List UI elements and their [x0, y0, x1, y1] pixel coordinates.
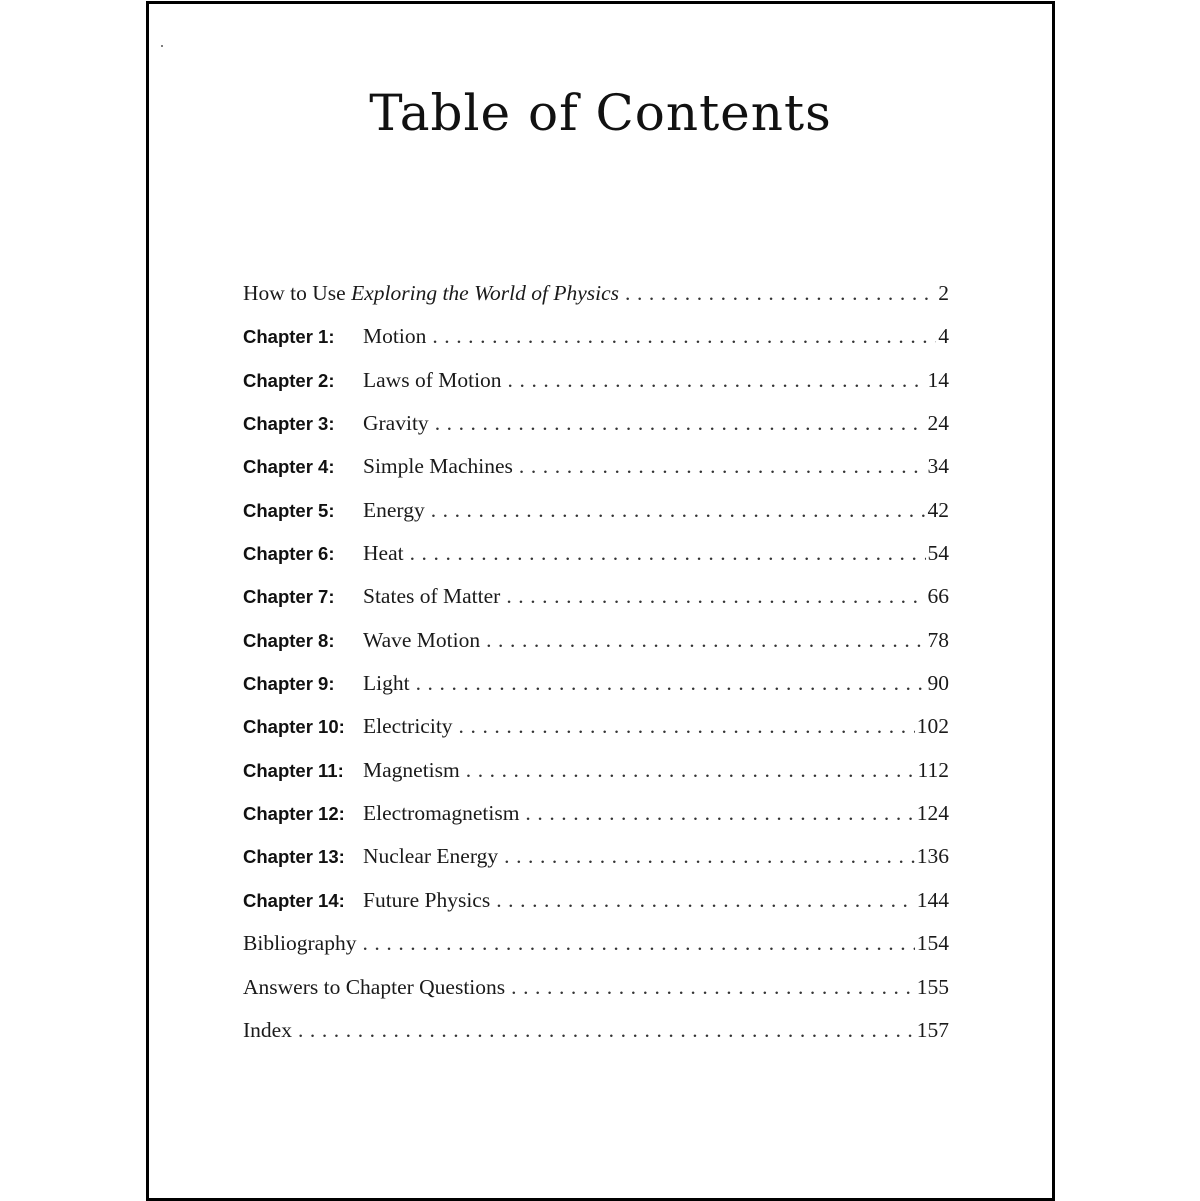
chapter-title: Heat	[363, 541, 404, 566]
toc-list	[243, 281, 949, 1061]
toc-page-number: 157	[916, 1017, 949, 1042]
toc-page-number: 66	[927, 584, 949, 609]
chapter-title: Electromagnetism	[363, 801, 520, 826]
toc-entry-chapter-3[interactable]	[243, 411, 949, 454]
chapter-label: Chapter 7:	[243, 586, 335, 608]
toc-entry-title	[243, 281, 625, 306]
chapter-label: Chapter 3:	[243, 413, 335, 435]
toc-entry-chapter-7[interactable]	[243, 584, 949, 627]
dot-leader	[504, 844, 915, 869]
dot-leader	[416, 671, 926, 696]
dot-leader	[519, 454, 926, 479]
dot-leader	[410, 541, 926, 566]
dot-leader	[431, 498, 926, 523]
toc-page-number: 144	[916, 887, 949, 912]
toc-entry-chapter-5[interactable]	[243, 498, 949, 541]
chapter-title: Laws of Motion	[363, 367, 502, 392]
dot-leader	[506, 584, 925, 609]
toc-entry-chapter-10[interactable]	[243, 714, 949, 757]
chapter-title: Simple Machines	[363, 454, 513, 479]
chapter-label: Chapter 6:	[243, 543, 335, 565]
chapter-title: Nuclear Energy	[363, 844, 499, 869]
toc-entry-title: Answers to Chapter Questions	[243, 974, 506, 999]
toc-page-number: 14	[927, 367, 949, 392]
dot-leader	[459, 714, 915, 739]
toc-entry-chapter-11[interactable]	[243, 758, 949, 801]
chapter-title: Wave Motion	[363, 627, 481, 652]
dot-leader	[508, 368, 926, 393]
toc-page-number: 102	[916, 714, 949, 739]
chapter-label: Chapter 2:	[243, 369, 335, 391]
toc-entry-intro[interactable]	[243, 281, 949, 324]
toc-entry-chapter-1[interactable]	[243, 324, 949, 367]
chapter-label: Chapter 1:	[243, 326, 335, 348]
dot-leader	[496, 888, 915, 913]
toc-entry-chapter-13[interactable]	[243, 844, 949, 887]
toc-page-number: 34	[927, 454, 949, 479]
chapter-title: Magnetism	[363, 757, 460, 782]
scan-speck	[161, 45, 163, 47]
toc-page-number: 24	[927, 411, 949, 436]
chapter-title: Electricity	[363, 714, 453, 739]
toc-entry-bibliography[interactable]	[243, 931, 949, 974]
toc-entry-chapter-8[interactable]	[243, 628, 949, 671]
toc-page-number: 136	[916, 844, 949, 869]
page	[146, 1, 1055, 1201]
toc-entry-title: Index	[243, 1017, 292, 1042]
chapter-label: Chapter 4:	[243, 456, 335, 478]
chapter-title: Energy	[363, 497, 425, 522]
dot-leader	[298, 1018, 915, 1043]
toc-page-number: 4	[938, 324, 949, 349]
chapter-label: Chapter 5:	[243, 499, 335, 521]
toc-entry-chapter-4[interactable]	[243, 454, 949, 497]
dot-leader	[432, 324, 936, 349]
chapter-label: Chapter 14:	[243, 889, 345, 911]
chapter-title: Gravity	[363, 411, 429, 436]
dot-leader	[486, 628, 925, 653]
toc-page-number: 154	[916, 931, 949, 956]
chapter-title: Future Physics	[363, 887, 491, 912]
dot-leader	[466, 758, 916, 783]
dot-leader	[435, 411, 926, 436]
intro-prefix: How to Use	[243, 281, 352, 305]
chapter-title: Light	[363, 671, 410, 696]
toc-page-number: 112	[917, 757, 949, 782]
toc-entry-title: Bibliography	[243, 931, 357, 956]
chapter-label: Chapter 9:	[243, 673, 335, 695]
book-title: Exploring the World of Physics	[351, 281, 620, 305]
chapter-label: Chapter 8:	[243, 629, 335, 651]
page-title: Table of Contents	[369, 84, 832, 142]
toc-entry-chapter-14[interactable]	[243, 888, 949, 931]
chapter-title: Motion	[363, 324, 427, 349]
toc-page-number: 2	[938, 281, 949, 305]
chapter-label: Chapter 10:	[243, 716, 345, 738]
toc-entry-index[interactable]	[243, 1018, 949, 1061]
chapter-label: Chapter 12:	[243, 803, 345, 825]
dot-leader	[625, 281, 936, 306]
dot-leader	[525, 801, 914, 826]
toc-page-number: 155	[916, 974, 949, 999]
toc-page-number: 54	[927, 541, 949, 566]
toc-entry-chapter-2[interactable]	[243, 368, 949, 411]
toc-entry-chapter-9[interactable]	[243, 671, 949, 714]
chapter-title: States of Matter	[363, 584, 501, 609]
toc-entry-chapter-6[interactable]	[243, 541, 949, 584]
toc-page-number: 124	[916, 801, 949, 826]
chapter-label: Chapter 11:	[243, 759, 344, 781]
dot-leader	[511, 975, 915, 1000]
dot-leader	[362, 931, 914, 956]
toc-entry-chapter-12[interactable]	[243, 801, 949, 844]
chapter-label: Chapter 13:	[243, 846, 345, 868]
toc-page-number: 90	[927, 671, 949, 696]
toc-page-number: 78	[927, 627, 949, 652]
toc-page-number: 42	[927, 497, 949, 522]
toc-entry-answers[interactable]	[243, 975, 949, 1018]
